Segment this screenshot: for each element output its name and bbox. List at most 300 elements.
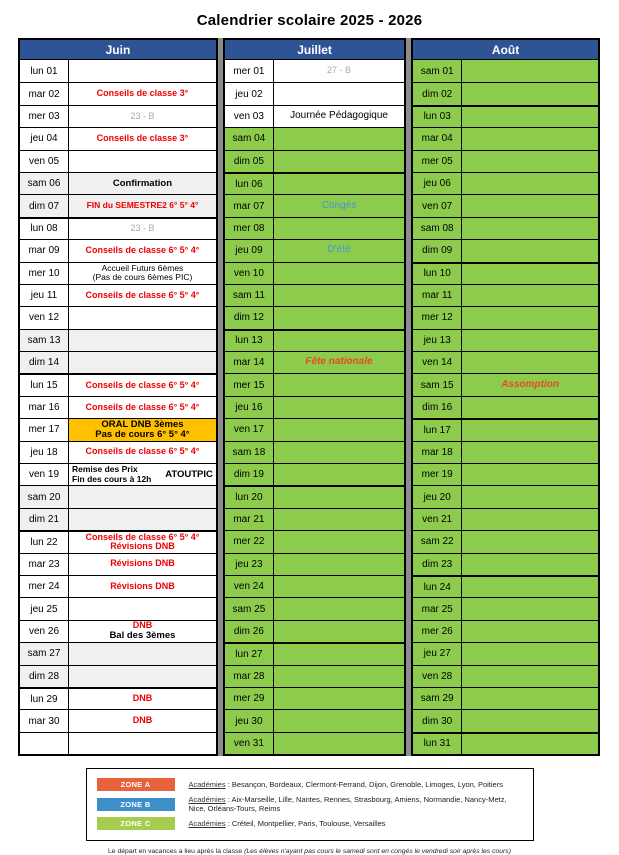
zone-a-badge: ZONE A: [97, 778, 175, 791]
event-cell: [274, 128, 404, 149]
zone-legend: [86, 768, 534, 841]
calendar-row: [20, 418, 216, 440]
day-label: jeu 18: [20, 442, 69, 463]
academies-label: Académies: [188, 780, 226, 790]
day-label: sam 04: [225, 128, 274, 149]
event-cell: [462, 264, 598, 284]
event-cell: [462, 509, 598, 530]
event-cell: [274, 531, 404, 552]
day-label: jeu 13: [413, 330, 462, 351]
event-cell: [274, 352, 404, 373]
day-label: sam 27: [20, 643, 69, 664]
day-label: ven 07: [413, 195, 462, 216]
month-body-juin: [20, 60, 216, 754]
day-label: ven 31: [225, 733, 274, 754]
calendar-row: [20, 194, 216, 216]
calendar-row: [413, 217, 598, 239]
legend-row-zone-a: [97, 778, 523, 791]
event-cell: [462, 397, 598, 418]
event-cell: [462, 128, 598, 149]
day-label: dim 23: [413, 554, 462, 575]
day-label: lun 15: [20, 375, 69, 395]
calendar-row: [225, 553, 404, 575]
event-cell: [462, 195, 598, 216]
calendar-table: [18, 38, 600, 756]
calendar-row: [20, 530, 216, 552]
event-cell: [69, 263, 216, 284]
event-text: Journée Pédagogique: [290, 110, 388, 122]
calendar-row: [413, 665, 598, 687]
event-cell: [69, 173, 216, 194]
event-cell: [69, 83, 216, 104]
event-text: Pas de cours 6° 5° 4°: [95, 428, 190, 440]
event-text: Conseils de classe 6° 5° 4°: [85, 289, 200, 300]
day-label: ven 10: [225, 263, 274, 284]
calendar-row: [20, 463, 216, 485]
event-cell: [69, 195, 216, 216]
day-label: mer 15: [225, 374, 274, 395]
calendar-row: [20, 396, 216, 418]
event-cell: [462, 621, 598, 642]
day-label: ven 24: [225, 576, 274, 597]
day-label: ven 12: [20, 307, 69, 328]
calendar-row: [225, 441, 404, 463]
event-cell: [69, 419, 216, 440]
day-label: mar 28: [225, 666, 274, 687]
calendar-row: [225, 194, 404, 216]
calendar-row: [225, 82, 404, 104]
event-text: Conseils de classe 6° 5° 4°: [85, 401, 200, 412]
event-text: (Pas de cours 6èmes PIC): [92, 272, 193, 283]
event-cell: [274, 419, 404, 440]
calendar-row: [413, 194, 598, 216]
event-cell: [462, 531, 598, 552]
day-label: jeu 04: [20, 128, 69, 149]
day-label: jeu 16: [225, 397, 274, 418]
calendar-row: [20, 239, 216, 261]
day-label: sam 18: [225, 442, 274, 463]
event-cell: [274, 576, 404, 597]
day-label: lun 08: [20, 219, 69, 239]
day-label: mer 22: [225, 531, 274, 552]
day-label: dim 05: [225, 151, 274, 172]
day-label: dim 12: [225, 307, 274, 328]
day-label: jeu 20: [413, 486, 462, 507]
calendar-row: [413, 642, 598, 664]
month-header-juillet: Juillet: [225, 40, 404, 60]
event-text: Conseils de classe 6° 5° 4°: [85, 379, 200, 390]
event-text: Révisions DNB: [110, 580, 175, 591]
calendar-row: [225, 329, 404, 351]
day-label: ven 17: [225, 419, 274, 440]
day-label: sam 22: [413, 531, 462, 552]
calendar-row: [413, 172, 598, 194]
calendar-row: [413, 262, 598, 284]
event-text: Fin des cours à 12h: [72, 473, 152, 484]
day-label: jeu 06: [413, 173, 462, 194]
event-text: Congés: [321, 199, 357, 211]
day-label: jeu 09: [225, 240, 274, 261]
event-cell: [462, 464, 598, 485]
calendar-row: [225, 463, 404, 485]
calendar-row: [20, 172, 216, 194]
event-text: DNB: [132, 693, 153, 704]
day-label: dim 09: [413, 240, 462, 261]
event-text-right: ATOUTPIC: [165, 468, 213, 480]
day-label: mar 09: [20, 240, 69, 261]
event-cell: [69, 330, 216, 351]
calendar-row: [413, 575, 598, 597]
calendar-row: [225, 620, 404, 642]
calendar-row: [20, 441, 216, 463]
event-text: Révisions DNB: [110, 558, 175, 569]
calendar-row: [20, 127, 216, 149]
calendar-row: [20, 351, 216, 373]
event-cell: [274, 151, 404, 172]
event-cell: [274, 688, 404, 709]
calendar-row: [20, 262, 216, 284]
day-label: mar 25: [413, 598, 462, 619]
zone-c-academies: Créteil, Montpellier, Paris, Toulouse, Versailles: [231, 819, 386, 829]
event-cell: [274, 174, 404, 194]
day-label: ven 28: [413, 666, 462, 687]
event-cell: [69, 710, 216, 731]
event-cell: [274, 374, 404, 395]
event-cell: [274, 509, 404, 530]
event-cell: [462, 107, 598, 127]
day-label: mer 10: [20, 263, 69, 284]
day-label: dim 16: [413, 397, 462, 418]
event-cell: [462, 710, 598, 731]
day-label: mar 21: [225, 509, 274, 530]
calendar-row: [225, 284, 404, 306]
calendar-row: [413, 396, 598, 418]
event-cell: [274, 397, 404, 418]
event-cell: [274, 621, 404, 642]
calendar-row: [20, 284, 216, 306]
calendar-row: [413, 709, 598, 731]
calendar-row: [225, 530, 404, 552]
day-label: lun 22: [20, 532, 69, 552]
day-label: mer 05: [413, 151, 462, 172]
event-cell: [69, 576, 216, 597]
day-label: lun 31: [413, 734, 462, 754]
legend-row-zone-c: [97, 817, 523, 830]
calendar-row: [413, 284, 598, 306]
day-label: ven 21: [413, 509, 462, 530]
day-label: dim 14: [20, 352, 69, 373]
calendar-row: [413, 463, 598, 485]
calendar-row: [225, 351, 404, 373]
day-label: lun 10: [413, 264, 462, 284]
day-label: lun 24: [413, 577, 462, 597]
day-label: jeu 11: [20, 285, 69, 306]
event-cell: [69, 106, 216, 127]
calendar-row: [225, 508, 404, 530]
calendar-row: [20, 687, 216, 709]
event-cell: [274, 60, 404, 82]
legend-separator: :: [225, 819, 232, 829]
event-cell: [462, 598, 598, 619]
event-cell: [274, 598, 404, 619]
calendar-row: [225, 575, 404, 597]
calendar-row: [413, 418, 598, 440]
day-label: mer 12: [413, 307, 462, 328]
event-cell: [69, 307, 216, 328]
event-cell: [462, 442, 598, 463]
day-label: lun 20: [225, 487, 274, 507]
event-text: Conseils de classe 3°: [96, 133, 189, 143]
day-label: mer 03: [20, 106, 69, 127]
calendar-row: [225, 172, 404, 194]
day-label: ven 19: [20, 464, 69, 485]
event-cell: [69, 689, 216, 709]
calendar-row: [225, 485, 404, 507]
event-text: ORAL DNB 3èmes: [101, 419, 184, 430]
event-cell: [69, 151, 216, 172]
calendar-row: [225, 373, 404, 395]
day-label: lun 06: [225, 174, 274, 194]
event-cell: [462, 666, 598, 687]
calendar-row: [225, 306, 404, 328]
event-text: 27 - B: [327, 65, 352, 76]
event-text: Conseils de classe 6° 5° 4°: [85, 446, 200, 457]
calendar-row: [20, 732, 216, 754]
event-cell: [462, 734, 598, 754]
calendar-row: [20, 575, 216, 597]
day-label: sam 20: [20, 486, 69, 507]
academies-label: Académies: [188, 795, 226, 805]
event-text: Révisions DNB: [110, 541, 175, 552]
calendar-row: [20, 553, 216, 575]
event-cell: [462, 218, 598, 239]
event-text: Conseils de classe 6° 5° 4°: [85, 244, 200, 255]
legend-row-zone-b: [97, 795, 523, 813]
event-cell: [274, 195, 404, 216]
day-label: ven 03: [225, 106, 274, 127]
calendar-row: [413, 127, 598, 149]
event-cell: [274, 666, 404, 687]
month-body-juillet: [225, 60, 404, 754]
calendar-row: [20, 150, 216, 172]
day-label: sam 15: [413, 374, 462, 395]
event-cell: [274, 733, 404, 754]
event-cell: [69, 486, 216, 507]
event-text: Fête nationale: [305, 356, 373, 368]
event-cell: [274, 83, 404, 104]
event-text: DNB: [132, 715, 153, 726]
day-label: dim 21: [20, 509, 69, 530]
calendar-row: [413, 60, 598, 82]
calendar-row: [225, 127, 404, 149]
day-label: jeu 23: [225, 554, 274, 575]
event-cell: [69, 352, 216, 373]
day-label: dim 30: [413, 710, 462, 731]
calendar-row: [225, 396, 404, 418]
zone-c-badge: ZONE C: [97, 817, 175, 830]
event-cell: [69, 397, 216, 418]
day-label: mar 07: [225, 195, 274, 216]
day-label: mar 23: [20, 554, 69, 575]
month-column-aout: [411, 38, 600, 756]
event-text: 23 - B: [130, 223, 155, 234]
calendar-row: [20, 642, 216, 664]
event-cell: [69, 464, 216, 485]
event-cell: [69, 285, 216, 306]
day-label: mer 17: [20, 419, 69, 440]
day-label: lun 29: [20, 689, 69, 709]
event-cell: [274, 644, 404, 664]
event-cell: [69, 643, 216, 664]
calendar-row: [413, 329, 598, 351]
zone-b-text: [189, 795, 523, 813]
event-cell: [69, 621, 216, 642]
event-cell: [462, 151, 598, 172]
calendar-row: [413, 620, 598, 642]
event-cell: [69, 375, 216, 395]
day-label: [20, 733, 69, 754]
calendar-row: [225, 642, 404, 664]
calendar-row: [20, 620, 216, 642]
day-label: jeu 30: [225, 710, 274, 731]
event-cell: [69, 219, 216, 239]
day-label: lun 17: [413, 420, 462, 440]
event-cell: [274, 710, 404, 731]
event-cell: [462, 688, 598, 709]
calendar-row: [413, 105, 598, 127]
day-label: mer 19: [413, 464, 462, 485]
zone-a-academies: Besançon, Bordeaux, Clermont-Ferrand, Dijon, Grenoble, Limoges, Lyon, Poitiers: [231, 780, 503, 790]
calendar-row: [20, 217, 216, 239]
legend-separator: :: [225, 780, 232, 790]
calendar-row: [225, 217, 404, 239]
calendar-row: [413, 441, 598, 463]
event-cell: [274, 218, 404, 239]
day-label: dim 19: [225, 464, 274, 485]
calendar-row: [225, 239, 404, 261]
month-column-juillet: [223, 38, 406, 756]
event-cell: [69, 554, 216, 575]
day-label: jeu 02: [225, 83, 274, 104]
event-text: D'été: [327, 244, 351, 256]
event-text: Assomption: [501, 378, 559, 390]
event-cell: [69, 442, 216, 463]
event-cell: [69, 666, 216, 687]
footnote-italic: (Les élèves n'ayant pas cours le samedi sont en congés le vendredi soir après les cours): [244, 848, 511, 855]
event-text: DNB: [132, 620, 153, 631]
calendar-row: [413, 351, 598, 373]
event-cell: [462, 486, 598, 507]
day-label: dim 07: [20, 195, 69, 216]
event-cell: [274, 263, 404, 284]
month-header-aout: Août: [413, 40, 598, 60]
event-text: Confirmation: [112, 177, 172, 189]
event-text: 23 - B: [130, 110, 155, 121]
event-cell: [462, 83, 598, 104]
day-label: mar 18: [413, 442, 462, 463]
event-cell: [69, 532, 216, 552]
calendar-row: [413, 508, 598, 530]
zone-c-text: [189, 819, 386, 828]
event-cell: [274, 106, 404, 127]
day-label: mar 30: [20, 710, 69, 731]
day-label: dim 28: [20, 666, 69, 687]
day-label: jeu 25: [20, 598, 69, 619]
day-label: mar 11: [413, 285, 462, 306]
day-label: mar 04: [413, 128, 462, 149]
zone-b-badge: ZONE B: [97, 798, 175, 811]
calendar-row: [413, 485, 598, 507]
calendar-row: [20, 306, 216, 328]
calendar-row: [20, 82, 216, 104]
event-cell: [274, 240, 404, 261]
event-cell: [69, 60, 216, 82]
event-left-lines: [72, 465, 151, 485]
day-label: dim 02: [413, 83, 462, 104]
event-cell: [462, 60, 598, 82]
calendar-row: [225, 687, 404, 709]
calendar-row: [413, 553, 598, 575]
event-text: Remise des Prix: [72, 464, 138, 474]
event-cell: [69, 240, 216, 261]
page-title: Calendrier scolaire 2025 - 2026: [196, 12, 423, 29]
calendar-row: [225, 418, 404, 440]
day-label: ven 05: [20, 151, 69, 172]
calendar-row: [20, 485, 216, 507]
day-label: sam 06: [20, 173, 69, 194]
calendar-row: [20, 60, 216, 82]
event-cell: [462, 330, 598, 351]
day-label: mer 26: [413, 621, 462, 642]
day-label: dim 26: [225, 621, 274, 642]
calendar-row: [413, 687, 598, 709]
month-body-aout: [413, 60, 598, 754]
calendar-row: [20, 508, 216, 530]
event-cell: [69, 128, 216, 149]
event-cell: [462, 374, 598, 395]
event-cell: [462, 420, 598, 440]
day-label: sam 13: [20, 330, 69, 351]
day-label: sam 29: [413, 688, 462, 709]
calendar-row: [20, 597, 216, 619]
calendar-row: [225, 597, 404, 619]
zone-b-academies: Aix-Marseille, Lille, Nantes, Rennes, Strasbourg, Amiens, Normandie, Nancy-Metz, Nice, Orléans-Tours, Reims: [188, 795, 507, 814]
event-cell: [69, 598, 216, 619]
event-cell: [462, 352, 598, 373]
event-cell: [274, 464, 404, 485]
event-cell: [462, 240, 598, 261]
calendar-row: [225, 60, 404, 82]
day-label: lun 13: [225, 331, 274, 351]
calendar-row: [225, 262, 404, 284]
month-column-juin: [18, 38, 218, 756]
event-text: Bal des 3èmes: [109, 630, 176, 642]
event-cell: [274, 285, 404, 306]
calendar-row: [20, 373, 216, 395]
footnote-main: Le départ en vacances a lieu après la classe: [108, 848, 245, 855]
day-label: sam 11: [225, 285, 274, 306]
day-label: mar 16: [20, 397, 69, 418]
calendar-row: [413, 150, 598, 172]
day-label: sam 01: [413, 60, 462, 82]
day-label: mer 08: [225, 218, 274, 239]
event-cell: [69, 509, 216, 530]
calendar-row: [413, 597, 598, 619]
calendar-row: [413, 373, 598, 395]
calendar-row: [225, 665, 404, 687]
departure-footnote: [0, 848, 619, 855]
calendar-row: [413, 239, 598, 261]
